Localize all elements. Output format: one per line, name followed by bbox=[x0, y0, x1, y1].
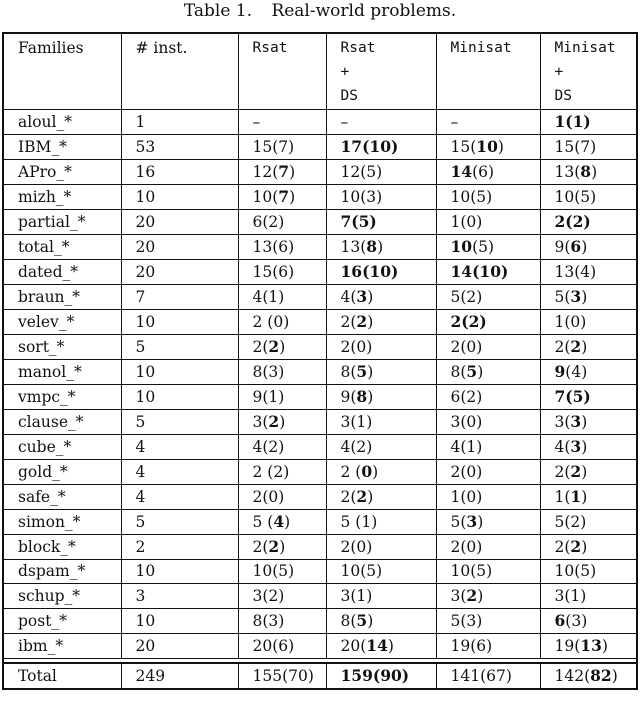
cell-rsat-ds: 2(2) bbox=[326, 310, 436, 335]
cell-rsat-ds: 4(3) bbox=[326, 285, 436, 310]
caption-label: Table 1. bbox=[183, 1, 253, 21]
cell-family: clause_* bbox=[3, 410, 121, 435]
cell-minisat: 2(0) bbox=[436, 335, 540, 360]
total-cell-minisat: 141(67) bbox=[436, 663, 540, 689]
cell-inst: 10 bbox=[121, 385, 238, 410]
cell-family: mizh_* bbox=[3, 185, 121, 210]
table-row bbox=[3, 335, 637, 360]
table-row bbox=[3, 185, 637, 210]
cell-minisat-ds: 13(8) bbox=[540, 160, 637, 185]
cell-rsat-ds: 16(10) bbox=[326, 260, 436, 285]
cell-minisat-ds: 2(2) bbox=[540, 460, 637, 485]
total-cell-minisat-ds: 142(82) bbox=[540, 663, 637, 689]
cell-minisat-ds: 9(6) bbox=[540, 235, 637, 260]
cell-inst: 3 bbox=[121, 584, 238, 609]
cell-minisat-ds: 10(5) bbox=[540, 560, 637, 584]
table-row bbox=[3, 135, 637, 160]
cell-minisat: 8(5) bbox=[436, 360, 540, 385]
cell-family: safe_* bbox=[3, 485, 121, 510]
cell-minisat: 1(0) bbox=[436, 485, 540, 510]
total-cell-rsat: 155(70) bbox=[238, 663, 326, 689]
cell-rsat: 9(1) bbox=[238, 385, 326, 410]
header-families: Families bbox=[3, 33, 121, 110]
cell-inst: 1 bbox=[121, 110, 238, 135]
table-row bbox=[3, 235, 637, 260]
table-row bbox=[3, 360, 637, 385]
header-minisat: Minisat bbox=[436, 33, 540, 110]
cell-family: vmpc_* bbox=[3, 385, 121, 410]
cell-rsat-ds: 4(2) bbox=[326, 435, 436, 460]
cell-minisat: 5(3) bbox=[436, 609, 540, 634]
header-rsat-ds-line3: DS bbox=[340, 88, 358, 104]
cell-minisat: 19(6) bbox=[436, 634, 540, 659]
cell-family: sort_* bbox=[3, 335, 121, 360]
cell-family: braun_* bbox=[3, 285, 121, 310]
cell-inst: 20 bbox=[121, 235, 238, 260]
cell-rsat: 6(2) bbox=[238, 210, 326, 235]
header-minisat-ds bbox=[540, 33, 637, 110]
table-row bbox=[3, 535, 637, 560]
cell-rsat-ds: 2(0) bbox=[326, 535, 436, 560]
cell-inst: 20 bbox=[121, 260, 238, 285]
cell-minisat-ds: 5(3) bbox=[540, 285, 637, 310]
cell-minisat-ds: 2(2) bbox=[540, 210, 637, 235]
table-row bbox=[3, 310, 637, 335]
cell-inst: 5 bbox=[121, 410, 238, 435]
cell-rsat: 15(7) bbox=[238, 135, 326, 160]
cell-family: IBM_* bbox=[3, 135, 121, 160]
cell-minisat-ds: 7(5) bbox=[540, 385, 637, 410]
table-row bbox=[3, 260, 637, 285]
cell-rsat: 2(2) bbox=[238, 535, 326, 560]
cell-inst: 10 bbox=[121, 609, 238, 634]
cell-rsat: 8(3) bbox=[238, 360, 326, 385]
table-row bbox=[3, 634, 637, 659]
cell-inst: 5 bbox=[121, 335, 238, 360]
cell-minisat: 3(0) bbox=[436, 410, 540, 435]
header-minisat-ds-line2: + bbox=[554, 64, 564, 80]
cell-rsat-ds: 8(5) bbox=[326, 360, 436, 385]
cell-rsat-ds: – bbox=[326, 110, 436, 135]
table-row bbox=[3, 110, 637, 135]
cell-minisat-ds: 2(2) bbox=[540, 335, 637, 360]
cell-rsat-ds: 9(8) bbox=[326, 385, 436, 410]
table-body bbox=[3, 110, 637, 659]
cell-minisat-ds: 6(3) bbox=[540, 609, 637, 634]
cell-rsat: 5 (4) bbox=[238, 510, 326, 535]
cell-family: total_* bbox=[3, 235, 121, 260]
cell-inst: 10 bbox=[121, 310, 238, 335]
cell-inst: 20 bbox=[121, 634, 238, 659]
cell-rsat: 3(2) bbox=[238, 410, 326, 435]
cell-minisat: 14(10) bbox=[436, 260, 540, 285]
cell-rsat: 2(2) bbox=[238, 335, 326, 360]
cell-rsat: 10(7) bbox=[238, 185, 326, 210]
table-row bbox=[3, 584, 637, 609]
cell-minisat: – bbox=[436, 110, 540, 135]
cell-minisat: 1(0) bbox=[436, 210, 540, 235]
total-row bbox=[3, 663, 637, 689]
cell-minisat: 2(0) bbox=[436, 460, 540, 485]
header-rsat-ds bbox=[326, 33, 436, 110]
cell-minisat: 10(5) bbox=[436, 235, 540, 260]
cell-rsat: 15(6) bbox=[238, 260, 326, 285]
table-row bbox=[3, 160, 637, 185]
header-inst: # inst. bbox=[121, 33, 238, 110]
cell-rsat-ds: 13(8) bbox=[326, 235, 436, 260]
cell-rsat: 2 (2) bbox=[238, 460, 326, 485]
cell-inst: 53 bbox=[121, 135, 238, 160]
table-row bbox=[3, 609, 637, 634]
header-rsat-ds-line1: Rsat bbox=[340, 40, 376, 56]
table-row bbox=[3, 435, 637, 460]
cell-rsat: 10(5) bbox=[238, 560, 326, 584]
cell-rsat-ds: 2(0) bbox=[326, 335, 436, 360]
cell-rsat: – bbox=[238, 110, 326, 135]
results-table bbox=[2, 32, 638, 690]
cell-inst: 20 bbox=[121, 210, 238, 235]
cell-family: dated_* bbox=[3, 260, 121, 285]
cell-rsat-ds: 17(10) bbox=[326, 135, 436, 160]
cell-rsat-ds: 3(1) bbox=[326, 410, 436, 435]
table-row bbox=[3, 410, 637, 435]
cell-minisat: 15(10) bbox=[436, 135, 540, 160]
table-row bbox=[3, 460, 637, 485]
cell-minisat-ds: 10(5) bbox=[540, 185, 637, 210]
cell-rsat: 13(6) bbox=[238, 235, 326, 260]
cell-inst: 2 bbox=[121, 535, 238, 560]
cell-rsat: 2(0) bbox=[238, 485, 326, 510]
cell-inst: 5 bbox=[121, 510, 238, 535]
header-minisat-ds-line1: Minisat bbox=[554, 40, 616, 56]
cell-family: APro_* bbox=[3, 160, 121, 185]
total-cell-inst: 249 bbox=[121, 663, 238, 689]
cell-family: partial_* bbox=[3, 210, 121, 235]
cell-family: velev_* bbox=[3, 310, 121, 335]
header-row bbox=[3, 33, 637, 110]
cell-minisat-ds: 1(1) bbox=[540, 110, 637, 135]
cell-minisat: 10(5) bbox=[436, 185, 540, 210]
cell-family: aloul_* bbox=[3, 110, 121, 135]
cell-minisat-ds: 3(1) bbox=[540, 584, 637, 609]
cell-minisat-ds: 2(2) bbox=[540, 535, 637, 560]
cell-minisat-ds: 1(0) bbox=[540, 310, 637, 335]
cell-family: gold_* bbox=[3, 460, 121, 485]
table-row bbox=[3, 285, 637, 310]
cell-minisat: 5(2) bbox=[436, 285, 540, 310]
cell-minisat-ds: 9(4) bbox=[540, 360, 637, 385]
cell-rsat: 20(6) bbox=[238, 634, 326, 659]
cell-rsat: 4(1) bbox=[238, 285, 326, 310]
cell-rsat: 12(7) bbox=[238, 160, 326, 185]
cell-rsat-ds: 3(1) bbox=[326, 584, 436, 609]
total-cell-family: Total bbox=[3, 663, 121, 689]
cell-family: cube_* bbox=[3, 435, 121, 460]
cell-family: dspam_* bbox=[3, 560, 121, 584]
cell-minisat-ds: 19(13) bbox=[540, 634, 637, 659]
cell-minisat-ds: 13(4) bbox=[540, 260, 637, 285]
cell-minisat: 14(6) bbox=[436, 160, 540, 185]
table-row bbox=[3, 510, 637, 535]
total-cell-rsat-ds: 159(90) bbox=[326, 663, 436, 689]
cell-rsat: 8(3) bbox=[238, 609, 326, 634]
cell-inst: 4 bbox=[121, 485, 238, 510]
header-rsat: Rsat bbox=[238, 33, 326, 110]
cell-minisat: 3(2) bbox=[436, 584, 540, 609]
cell-family: manol_* bbox=[3, 360, 121, 385]
cell-minisat-ds: 3(3) bbox=[540, 410, 637, 435]
cell-minisat-ds: 4(3) bbox=[540, 435, 637, 460]
cell-minisat: 2(2) bbox=[436, 310, 540, 335]
cell-minisat: 6(2) bbox=[436, 385, 540, 410]
cell-rsat-ds: 20(14) bbox=[326, 634, 436, 659]
cell-rsat: 2 (0) bbox=[238, 310, 326, 335]
cell-minisat: 4(1) bbox=[436, 435, 540, 460]
cell-rsat-ds: 12(5) bbox=[326, 160, 436, 185]
cell-minisat: 10(5) bbox=[436, 560, 540, 584]
cell-family: simon_* bbox=[3, 510, 121, 535]
cell-family: ibm_* bbox=[3, 634, 121, 659]
table-row bbox=[3, 210, 637, 235]
cell-rsat-ds: 10(3) bbox=[326, 185, 436, 210]
cell-minisat: 5(3) bbox=[436, 510, 540, 535]
cell-minisat-ds: 1(1) bbox=[540, 485, 637, 510]
cell-inst: 7 bbox=[121, 285, 238, 310]
header-minisat-ds-line3: DS bbox=[554, 88, 572, 104]
table-caption bbox=[0, 0, 640, 26]
cell-inst: 10 bbox=[121, 560, 238, 584]
cell-inst: 4 bbox=[121, 460, 238, 485]
table-row bbox=[3, 560, 637, 584]
cell-minisat: 2(0) bbox=[436, 535, 540, 560]
table-row bbox=[3, 385, 637, 410]
cell-rsat-ds: 8(5) bbox=[326, 609, 436, 634]
cell-rsat-ds: 7(5) bbox=[326, 210, 436, 235]
cell-inst: 10 bbox=[121, 185, 238, 210]
header-rsat-ds-line2: + bbox=[340, 64, 350, 80]
cell-minisat-ds: 5(2) bbox=[540, 510, 637, 535]
cell-family: schup_* bbox=[3, 584, 121, 609]
cell-minisat-ds: 15(7) bbox=[540, 135, 637, 160]
cell-rsat-ds: 5 (1) bbox=[326, 510, 436, 535]
cell-rsat-ds: 10(5) bbox=[326, 560, 436, 584]
table-row bbox=[3, 485, 637, 510]
cell-rsat-ds: 2 (0) bbox=[326, 460, 436, 485]
cell-inst: 10 bbox=[121, 360, 238, 385]
cell-rsat: 3(2) bbox=[238, 584, 326, 609]
cell-family: post_* bbox=[3, 609, 121, 634]
cell-inst: 4 bbox=[121, 435, 238, 460]
cell-inst: 16 bbox=[121, 160, 238, 185]
caption-title: Real-world problems. bbox=[271, 1, 457, 21]
cell-rsat: 4(2) bbox=[238, 435, 326, 460]
cell-family: block_* bbox=[3, 535, 121, 560]
cell-rsat-ds: 2(2) bbox=[326, 485, 436, 510]
